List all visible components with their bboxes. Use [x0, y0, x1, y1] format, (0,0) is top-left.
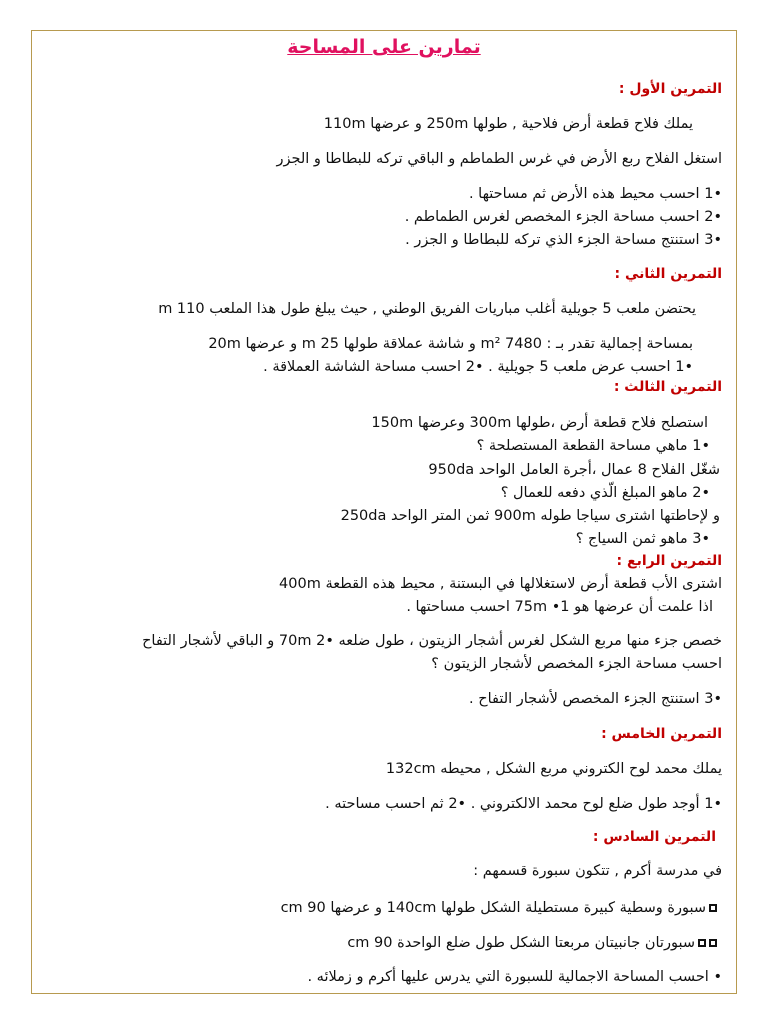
- exercise-4-heading: التمرين الرابع :: [616, 553, 722, 569]
- exercise-4-text-3: خصص جزء منها مربع الشكل لغرس أشجار الزيتون ، طول ضلعه •2 70m و الباقي لأشجار التفاح: [142, 633, 722, 649]
- square-bullet-icon: [709, 939, 717, 947]
- exercise-1-text-1: يملك فلاح قطعة أرض فلاحية , طولها 250m و عرضها 110m: [323, 116, 693, 132]
- square-bullet-icon: [709, 904, 717, 912]
- exercise-4-text-2: اذا علمت أن عرضها هو 75m •1 احسب مساحتها .: [406, 599, 713, 615]
- exercise-1-heading: التمرين الأول :: [618, 81, 722, 97]
- exercise-2-heading: التمرين الثاني :: [614, 266, 722, 282]
- exercise-3-text-3: و لإحاطتها اشترى سياجا طوله 900m ثمن المتر الواحد 250da: [340, 508, 720, 524]
- exercise-4-text-1: اشترى الأب قطعة أرض لاستغلالها في البستنة , محيط هذه القطعة 400m: [279, 576, 722, 592]
- exercise-3-question-2: •2 ماهو المبلغ الّذي دفعه للعمال ؟: [500, 485, 710, 501]
- exercise-1-question-3: •3 استنتج مساحة الجزء الذي تركه للبطاطا و الجزر .: [405, 232, 722, 248]
- square-bullet-icon: [698, 939, 706, 947]
- exercise-4-text-4: احسب مساحة الجزء المخصص لأشجار الزيتون ؟: [431, 656, 722, 672]
- exercise-1-question-2: •2 احسب مساحة الجزء المخصص لغرس الطماطم .: [404, 209, 722, 225]
- exercise-3-text-1: استصلح فلاح قطعة أرض ،طولها 300m وعرضها 150m: [371, 415, 708, 431]
- exercise-3-question-3: •3 ماهو ثمن السياج ؟: [575, 531, 710, 547]
- exercise-2-text-2: بمساحة إجمالية تقدر بـ : 7480 m² و شاشة عملاقة طولها m 25 و عرضها 20m: [208, 336, 693, 352]
- exercise-3-text-2: شغّل الفلاح 8 عمال ،أجرة العامل الواحد 950da: [428, 462, 720, 478]
- exercise-5-text-1: يملك محمد لوح الكتروني مربع الشكل , محيطه 132cm: [385, 761, 722, 777]
- exercise-6-heading: التمرين السادس :: [592, 829, 716, 845]
- exercise-6-text-1: في مدرسة أكرم , تتكون سبورة قسمهم :: [473, 863, 722, 879]
- exercise-6-bullet-2: [347, 934, 720, 952]
- exercise-3-question-1: •1 ماهي مساحة القطعة المستصلحة ؟: [476, 438, 710, 454]
- exercise-6-bullet-1: [281, 899, 720, 917]
- exercise-5-question-1: •1 أوجد طول ضلع لوح محمد الالكتروني . •2 ثم احسب مساحته .: [325, 796, 722, 812]
- exercise-6-question-1: • احسب المساحة الاجمالية للسبورة التي يدرس عليها أكرم و زملائه .: [307, 969, 722, 985]
- exercise-2-text-1: يحتضن ملعب 5 جويلية أغلب مباريات الفريق الوطني , حيث يبلغ طول هذا الملعب 110 m: [158, 301, 696, 317]
- exercise-1-text-2: استغل الفلاح ربع الأرض في غرس الطماطم و الباقي تركه للبطاطا و الجزر: [276, 151, 722, 167]
- page-title: تمارين على المساحة: [287, 36, 481, 58]
- exercise-1-question-1: •1 احسب محيط هذه الأرض ثم مساحتها .: [468, 186, 722, 202]
- exercise-4-question-3: •3 استنتج الجزء المخصص لأشجار التفاح .: [468, 691, 722, 707]
- exercise-5-heading: التمرين الخامس :: [601, 726, 722, 742]
- exercise-6-bullet-2-text: سبورتان جانبيتان مربعتا الشكل طول ضلع الواحدة cm 90: [347, 935, 695, 951]
- exercise-6-bullet-1-text: سبورة وسطية كبيرة مستطيلة الشكل طولها 140cm و عرضها cm 90: [280, 900, 706, 916]
- exercise-3-heading: التمرين الثالث :: [613, 379, 722, 395]
- exercise-2-question-1: •1 احسب عرض ملعب 5 جويلية . •2 احسب مساحة الشاشة العملاقة .: [263, 359, 693, 375]
